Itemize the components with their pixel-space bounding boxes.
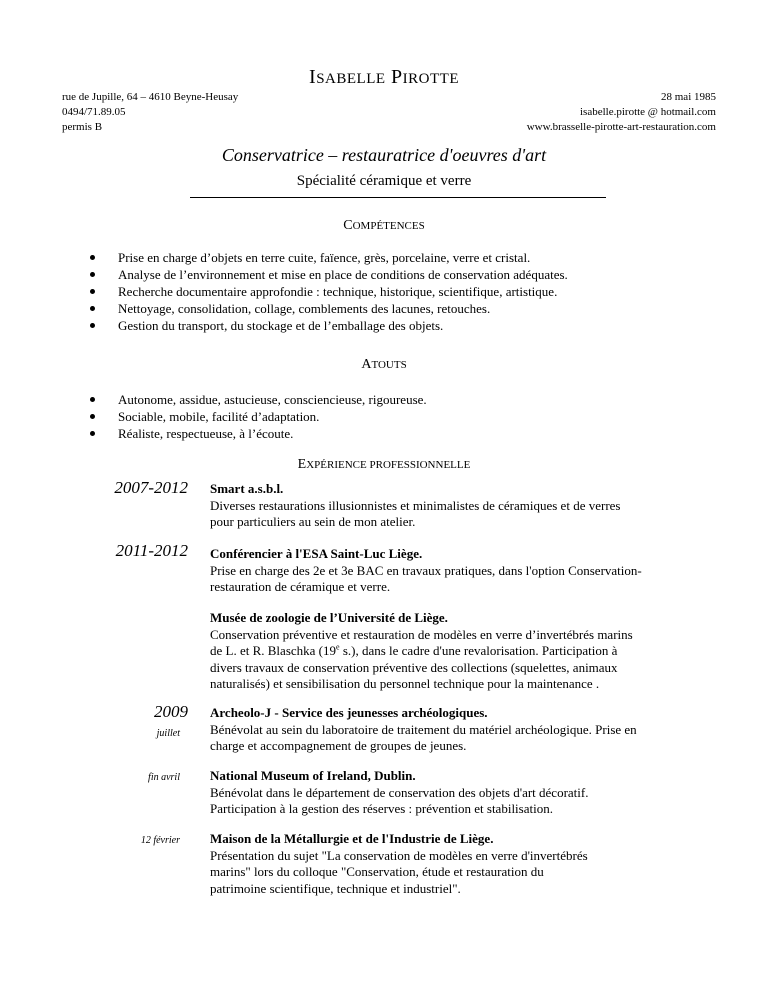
section-title-experience: EXPÉRIENCE PROFESSIONNELLE [297,457,471,472]
entry-line: Prise en charge des 2e et 3e BAC en travaux pratiques, dans l'option Conservation- [210,562,642,578]
experience-entry [210,610,730,693]
section-title-competences: COMPÉTENCES [343,218,425,233]
entry-line: de L. et R. Blaschka (19e s.), dans le cadre d'une revalorisation. Participation à [210,642,618,658]
experience-entry [210,481,730,531]
experience-subdate: juillet [156,728,180,739]
email: isabelle.pirotte @ hotmail.com [580,106,716,118]
list-item: Autonome, assidue, astucieuse, consciencieuse, rigoureuse. [90,391,427,408]
entry-line: patrimoine scientifique, technique et industriel". [210,880,461,896]
list-item: Gestion du transport, du stockage et de l’emballage des objets. [90,317,568,334]
entry-line: pour particuliers au sein de mon atelier. [210,514,416,529]
entry-line: marins" lors du colloque "Conservation, étude et restauration du [210,864,544,879]
job-title: Conservatrice – restauratrice d'oeuvres d'art [221,145,547,165]
list-item: Nettoyage, consolidation, collage, comblements des lacunes, retouches. [90,300,568,317]
list-item: Prise en charge d’objets en terre cuite, faïence, grès, porcelaine, verre et cristal. [90,249,568,266]
specialty: Spécialité céramique et verre [296,173,472,189]
phone: 0494/71.89.05 [62,106,126,118]
list-item: Recherche documentaire approfondie : technique, historique, scientifique, artistique. [90,283,568,300]
experience-subdate: fin avril [148,772,180,783]
experience-entry [210,705,730,755]
competences-list [90,249,568,334]
entry-line: charge et accompagnement de groupes de jeunes. [210,738,467,753]
experience-date: 2009 [154,702,188,721]
experience-date: 2011-2012 [115,541,188,560]
organization-name: Maison de la Métallurgie et de l'Industrie de Liège. [210,831,494,846]
atouts-list [90,391,427,442]
section-title-atouts: ATOUTS [361,357,407,372]
experience-entry [210,768,730,818]
entry-line: restauration de céramique et verre. [210,579,391,594]
experience-date: 2007-2012 [114,478,188,497]
driving-license: permis B [62,121,103,133]
experience-entry [210,546,730,596]
list-item: Réaliste, respectueuse, à l’écoute. [90,425,427,442]
contact-left [62,90,238,135]
organization-name: Archeolo-J - Service des jeunesses archéologiques. [210,705,488,720]
organization-name: Conférencier à l'ESA Saint-Luc Liège. [210,546,423,561]
entry-line: Présentation du sujet "La conservation de modèles en verre d'invertébrés [210,847,588,863]
list-item: Analyse de l’environnement et mise en place de conditions de conservation adéquates. [90,266,568,283]
organization-name: National Museum of Ireland, Dublin. [210,768,416,783]
contact-right [527,90,716,135]
entry-line: Bénévolat dans le département de conservation des objets d'art décoratif. [210,784,589,800]
entry-line: Bénévolat au sein du laboratoire de traitement du matériel archéologique. Prise en [210,721,637,737]
header-divider [190,197,606,198]
entry-line: Diverses restaurations illusionnistes et minimalistes de céramiques et de verres [210,497,621,513]
birthdate: 28 mai 1985 [661,91,716,103]
experience-subdate: 12 février [140,835,180,846]
experience-entry [210,831,730,897]
list-item: Sociable, mobile, facilité d’adaptation. [90,408,427,425]
organization-name: Smart a.s.b.l. [210,481,284,496]
entry-line: Conservation préventive et restauration de modèles en verre d’invertébrés marins [210,626,633,642]
website: www.brasselle-pirotte-art-restauration.com [526,121,716,133]
entry-line: divers travaux de conservation préventive des collections (squelettes, animaux [210,659,618,675]
organization-name: Musée de zoologie de l’Université de Liège. [210,610,448,625]
person-name: ISABELLE PIROTTE [309,66,459,88]
entry-line: Participation à la gestion des réserves : prévention et stabilisation. [210,801,553,816]
entry-line: naturalisés) et sensibilisation du personnel technique pour la maintenance . [210,676,600,691]
address: rue de Jupille, 64 – 4610 Beyne-Heusay [62,91,239,103]
